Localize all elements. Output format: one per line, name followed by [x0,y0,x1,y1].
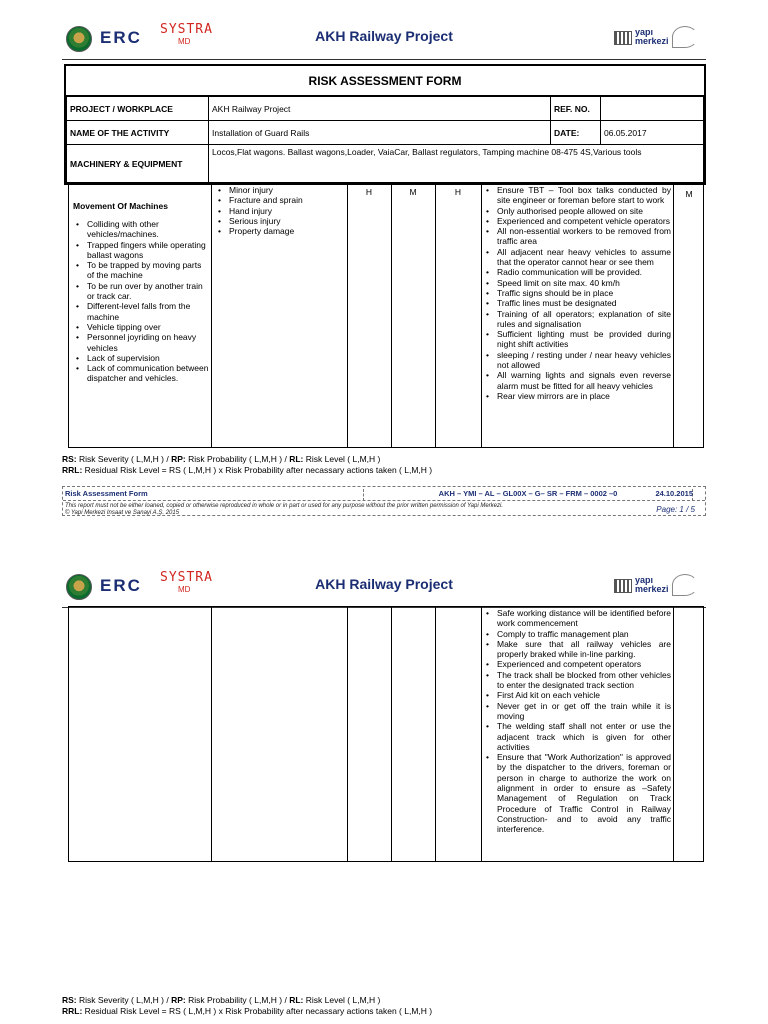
rs-label: RS: [62,995,77,1005]
risk-probability-value: M [409,187,417,197]
list-item: • Ensure that "Work Authorization" is approved by the dispatcher to the drivers, foreman or person in charge to authorize the work on alignment in order to ensure as –Safety Management of Regulation on Track Procedure of Traffic Control in Railway Construction- and to avoid any traffic interference. [483,752,671,834]
list-item: • Fracture and sprain [215,195,345,205]
hazard-title: Movement Of Machines [73,201,168,211]
ym-swirl-icon [672,574,698,596]
hazard-list [73,219,209,384]
project-label: PROJECT / WORKPLACE [67,97,209,121]
risk-form-header [64,64,706,185]
erc-logo: ERC [100,28,142,47]
rrl-text: Residual Risk Level = RS ( L,M,H ) x Risk Probability after necassary actions taken ( L,M,H ) [82,1006,433,1016]
rp-text: Risk Probability ( L,M,H ) / [185,454,290,464]
list-item: • Comply to traffic management plan [483,629,671,639]
machinery-value: Locos,Flat wagons. Ballast wagons,Loader, VaiaCar, Ballast regulators, Tamping machine 08-475 4S,Various tools [209,145,704,183]
rp-text: Risk Probability ( L,M,H ) / [185,995,290,1005]
form-info-table [66,96,704,183]
list-item: • Only authorised people allowed on site [483,206,671,216]
residual-risk-value: M [685,189,693,199]
footer-date: 24.10.2015 [655,489,693,498]
list-item: • Sufficient lighting must be provided during night shift activities [483,329,671,350]
list-item: • Training of all operators; explanation of site rules and signalisation [483,309,671,330]
ym-building-icon [614,579,632,593]
legend-page2 [62,995,432,1017]
project-title: AKH Railway Project [315,576,453,592]
list-item: • Trapped fingers while operating ballast wagons [73,240,209,261]
footer-form-name: Risk Assessment Form [65,489,148,498]
rs-text: Risk Severity ( L,M,H ) / [76,995,172,1005]
list-item: • Different-level falls from the machine [73,301,209,322]
list-item: • Colliding with other vehicles/machines. [73,219,209,240]
ref-no-label: REF. NO. [551,97,601,121]
list-item: • sleeping / resting under / near heavy vehicles not allowed [483,350,671,371]
systra-logo: SYSTRA [160,22,213,37]
list-item: • Make sure that all railway vehicles are properly braked while in-line parking. [483,639,671,660]
list-item: • Lack of communication between dispatcher and vehicles. [73,363,209,384]
list-item: • To be run over by another train or track car. [73,281,209,302]
rp-label: RP: [171,454,186,464]
measures-cell [483,608,671,835]
rs-label: RS: [62,454,77,464]
list-item: • Personnel joyriding on heavy vehicles [73,332,209,353]
footer-page-number: Page: 1 / 5 [656,505,695,514]
ym-logo-line1: yapı [635,575,654,585]
erc-logo: ERC [100,576,142,595]
rp-label: RP: [171,995,186,1005]
list-item: • Experienced and competent vehicle operators [483,216,671,226]
footer-doc-code: AKH – YMI – AL – GL00X – G– SR – FRM – 0002 –0 [363,489,693,501]
list-item: • Safe working distance will be identified before work commencement [483,608,671,629]
ym-logo-line2: merkezi [635,584,669,594]
measures-cell [483,185,671,401]
list-item: • Minor injury [215,185,345,195]
list-item: • Hand injury [215,206,345,216]
list-item: • All adjacent near heavy vehicles to assume that the operator cannot hear or see them [483,247,671,268]
measures-list [483,608,671,835]
rs-text: Risk Severity ( L,M,H ) / [76,454,172,464]
risk-grid-page1 [68,182,704,448]
activity-value: Installation of Guard Rails [209,121,551,145]
systra-logo: SYSTRA [160,570,213,585]
hazard-cell [73,201,209,384]
ym-logo-line2: merkezi [635,36,669,46]
list-item: • Property damage [215,226,345,236]
legal-line1: This report must not be either loaned, copied or otherwise reproduced in whole or in part or used for any purpose without the prior written permission of Yapi Merkezi. [65,503,504,509]
legend-page1 [62,454,432,476]
yapi-merkezi-logo [614,26,700,50]
rrl-label: RRL: [62,1006,83,1016]
measures-list [483,185,671,401]
systra-sub-logo: MD [178,585,191,594]
ref-no-value [601,97,704,121]
list-item: • Never get in or get off the train while it is moving [483,701,671,722]
list-item: • First Aid kit on each vehicle [483,690,671,700]
list-item: • The welding staff shall not enter or use the adjacent track which is given for other activities [483,721,671,752]
rl-label: RL: [289,454,304,464]
list-item: • To be trapped by moving parts of the machine [73,260,209,281]
list-item: • Radio communication will be provided. [483,267,671,277]
systra-sub-logo: MD [178,37,191,46]
list-item: • Ensure TBT – Tool box talks conducted by site engineer or foreman before start to work [483,185,671,206]
ym-building-icon [614,31,632,45]
ym-swirl-icon [672,26,698,48]
date-label: DATE: [551,121,601,145]
date-value: 06.05.2017 [601,121,704,145]
list-item: • Rear view mirrors are in place [483,391,671,401]
rl-text: Risk Level ( L,M,H ) [303,454,381,464]
page2-header [62,564,706,608]
rrl-label: RRL: [62,465,83,475]
list-item: • Traffic lines must be designated [483,298,671,308]
yapi-merkezi-logo [614,574,700,598]
rrl-text: Residual Risk Level = RS ( L,M,H ) x Risk Probability after necassary actions taken ( L,M,H ) [82,465,433,475]
legal-line2: © Yapi Merkezi Insaat ve Sanayi A.Ş. 2015 [65,509,180,516]
list-item: • Speed limit on site max. 40 km/h [483,278,671,288]
consequence-list [215,185,345,236]
form-title: RISK ASSESSMENT FORM [66,66,704,96]
list-item: • Vehicle tipping over [73,322,209,332]
list-item: • Lack of supervision [73,353,209,363]
page1-header [62,16,706,60]
list-item: • Traffic signs should be in place [483,288,671,298]
project-title: AKH Railway Project [315,28,453,44]
list-item: • All non-essential workers to be removed from traffic area [483,226,671,247]
list-item: • Experienced and competent operators [483,659,671,669]
footer-legal [65,503,625,516]
list-item: • Serious injury [215,216,345,226]
list-item: • All warning lights and signals even reverse alarm must be fitted for all heavy vehicles [483,370,671,391]
machinery-label: MACHINERY & EQUIPMENT [67,145,209,183]
risk-level-value: H [454,187,462,197]
ym-logo-line1: yapı [635,27,654,37]
activity-label: NAME OF THE ACTIVITY [67,121,209,145]
rl-label: RL: [289,995,304,1005]
consequence-cell [215,185,345,236]
project-value: AKH Railway Project [209,97,551,121]
risk-severity-value: H [365,187,373,197]
page1-footer [62,486,706,516]
risk-grid-page2 [68,606,704,862]
rl-text: Risk Level ( L,M,H ) [303,995,381,1005]
list-item: • The track shall be blocked from other vehicles to enter the designated track section [483,670,671,691]
